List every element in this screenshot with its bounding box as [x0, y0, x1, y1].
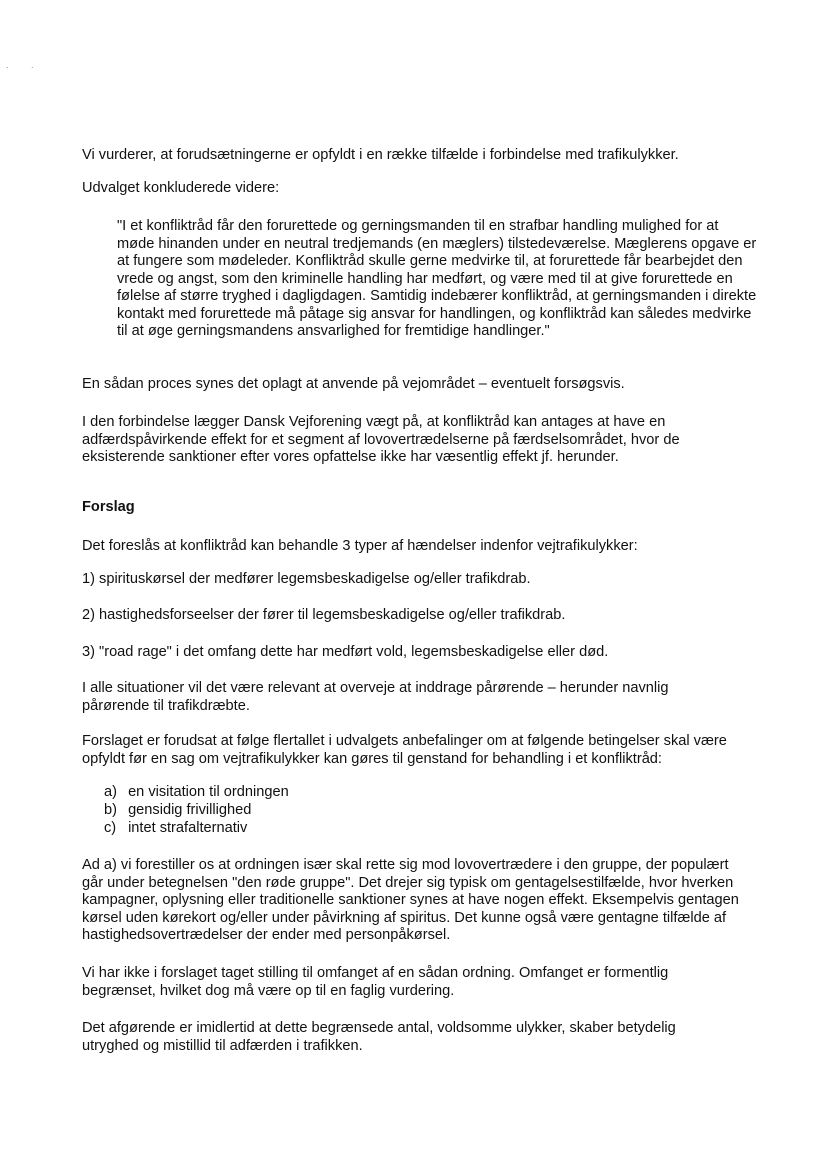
- condition-item: [104, 820, 247, 838]
- paragraph-process: En sådan proces synes det oplagt at anvende på vejområdet – eventuelt forsøgsvis.: [82, 376, 625, 392]
- incident-type-2: 2) hastighedsforseelser der fører til legemsbeskadigelse og/eller trafikdrab.: [82, 607, 566, 623]
- scan-specks: . .: [6, 60, 44, 70]
- section-heading-forslag: Forslag: [82, 499, 135, 515]
- committee-quote: "I et konfliktråd får den forurettede og gerningsmanden til en strafbar handling mulighed for at møde hinanden under en neutral tredjemands (en mæglers) tilstedeværelse. Mæglerens opgave er at fungere som mødeleder. Konfliktråd skulle gerne medvirke til, at forurettede får bearbejdet den vrede og angst, som den kriminelle handling har medført, og være med til at give forurettede en følelse af større tryghed i dagligdagen. Samtidig indebærer konfliktråd, at gerningsmanden i direkte kontakt med forurettede må påtage sig ansvar for handlingen, og konfliktråd kan således medvirke til at øge gerningsmandens ansvarlighed for fremtidige handlinger.": [117, 218, 757, 339]
- paragraph-relatives: I alle situationer vil det være relevant at overveje at inddrage pårørende – herunder navnlig pårørende til trafikdræbte.: [82, 680, 669, 714]
- paragraph-committee-intro: Udvalget konkluderede videre:: [82, 180, 280, 196]
- condition-item: [104, 802, 251, 820]
- paragraph-scope: Vi har ikke i forslaget taget stilling til omfanget af en sådan ordning. Omfanget er formentlig begrænset, hvilket dog må være op til en faglig vurdering.: [82, 965, 669, 999]
- condition-text: intet strafalternativ: [128, 820, 248, 836]
- condition-label: b): [104, 802, 117, 818]
- condition-label: a): [104, 784, 117, 800]
- paragraph-vejforening: I den forbindelse lægger Dansk Vejforening vægt på, at konfliktråd kan antages at have en adfærdspåvirkende effekt for et segment af lovovertrædelserne på færdselsområdet, hvor de eksisterende sanktioner efter vores opfattelse ikke har væsentlig effekt jf. herunder.: [82, 414, 680, 465]
- paragraph-conclusion: Det afgørende er imidlertid at dette begrænsede antal, voldsomme ulykker, skaber betydelig utryghed og mistillid til adfærden i trafikken.: [82, 1020, 676, 1054]
- condition-label: c): [104, 820, 117, 836]
- condition-item: [104, 784, 289, 802]
- incident-type-1: 1) spirituskørsel der medfører legemsbeskadigelse og/eller trafikdrab.: [82, 571, 531, 587]
- paragraph-red-group: Ad a) vi forestiller os at ordningen især skal rette sig mod lovovertrædere i den gruppe, der populært går under betegnelsen "den røde gruppe". Det drejer sig typisk om gentagelsestilfælde, hvor hverken kampagner, oplysning eller traditionelle sanktioner synes at have nogen effekt. Eksempelvis gentagen kørsel uden kørekort og/eller under påvirkning af spiritus. Det kunne også være gentagne tilfælde af hastighedsovertrædelser der ender med personpåkørsel.: [82, 857, 739, 943]
- paragraph-assessment: Vi vurderer, at forudsætningerne er opfyldt i en række tilfælde i forbindelse med trafikulykker.: [82, 147, 679, 163]
- paragraph-conditions: Forslaget er forudsat at følge flertallet i udvalgets anbefalinger om at følgende betingelser skal være opfyldt før en sag om vejtrafikulykker kan gøres til genstand for behandling i et konfliktråd:: [82, 733, 727, 767]
- incident-type-3: 3) "road rage" i det omfang dette har medført vold, legemsbeskadigelse eller død.: [82, 644, 609, 660]
- condition-text: gensidig frivillighed: [128, 802, 252, 818]
- paragraph-proposal: Det foreslås at konfliktråd kan behandle 3 typer af hændelser indenfor vejtrafikulykker:: [82, 538, 638, 554]
- condition-text: en visitation til ordningen: [128, 784, 289, 800]
